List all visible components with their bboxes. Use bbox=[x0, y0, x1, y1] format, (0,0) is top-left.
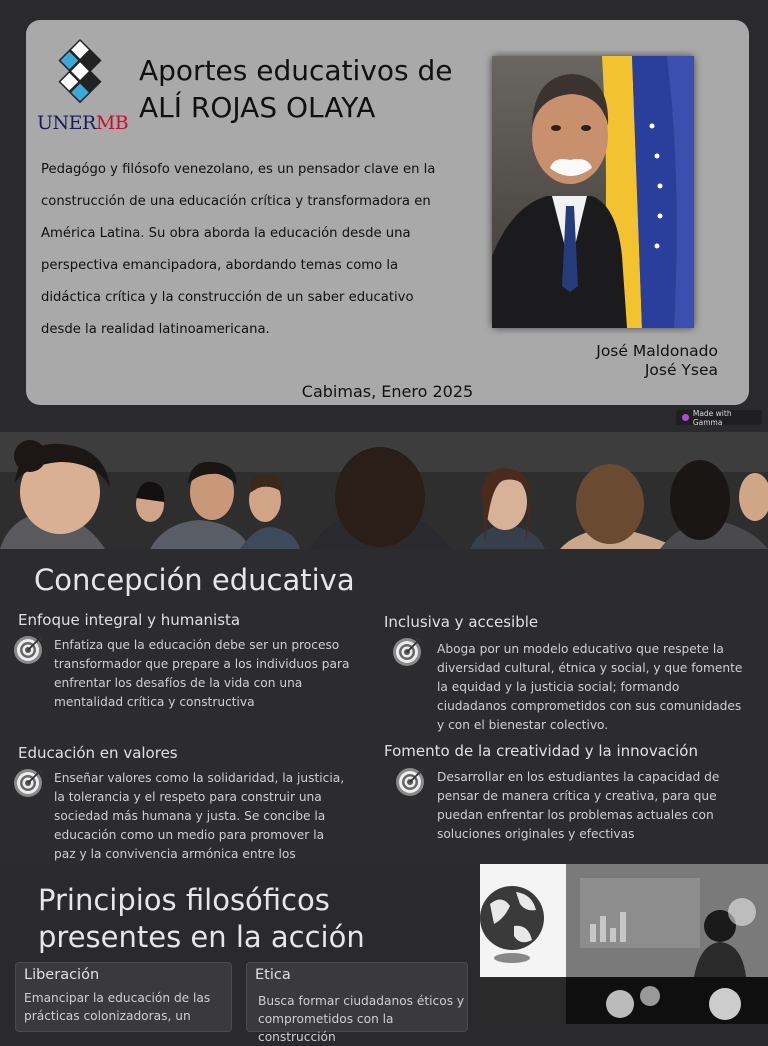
portrait-photo bbox=[492, 56, 694, 328]
principle-heading: Liberación bbox=[24, 967, 100, 983]
concepcion-title: Concepción educativa bbox=[34, 563, 355, 597]
intro-description: Pedagógo y filósofo venezolano, es un pensador clave en la construcción de una educación crítica y transformadora en América Latina. Su obra aborda la educación desde una perspectiva emancipadora, abordando temas como la didáctica crítica y la construcción de un saber educativo desde la realidad latinoamericana. bbox=[41, 162, 436, 337]
item-heading: Inclusiva y accesible bbox=[384, 613, 539, 631]
badge-label: Made with Gamma bbox=[692, 408, 732, 427]
item-text: Enseñar valores como la solidaridad, la justicia, la tolerancia y el respeto para construir una sociedad más humana y justa. Se concibe la educación como un medio para promover la paz y la convivencia armónica entre los bbox=[54, 771, 345, 861]
target-icon bbox=[395, 767, 425, 797]
item-heading: Enfoque integral y humanista bbox=[18, 611, 241, 629]
principle-card-liberacion bbox=[15, 962, 232, 1032]
item-text: Desarrollar en los estudiantes la capacidad de pensar de manera crítica y creativa, para que puedan enfrentar los problemas actuales con soluciones originales y efectivas bbox=[437, 770, 720, 841]
principle-text: Busca formar ciudadanos éticos y comprometidos con la construcción bbox=[258, 994, 465, 1044]
principios-title: Principios filosóficos presentes en la acción bbox=[38, 883, 365, 954]
title-line-1: Aportes educativos de bbox=[139, 54, 453, 87]
place-date: Cabimas, Enero 2025 bbox=[301, 382, 474, 401]
principios-section bbox=[0, 864, 768, 1044]
target-icon bbox=[13, 635, 43, 665]
item-heading: Fomento de la creatividad y la innovación bbox=[384, 742, 698, 760]
item-heading: Educación en valores bbox=[18, 744, 178, 762]
principle-heading: Etica bbox=[255, 967, 291, 983]
author-2: José Ysea bbox=[644, 361, 718, 379]
author-1: José Maldonado bbox=[596, 342, 718, 360]
concepcion-section bbox=[0, 549, 768, 864]
title-card bbox=[26, 20, 749, 405]
unermb-logo bbox=[32, 36, 129, 134]
principle-card-etica bbox=[246, 962, 468, 1044]
made-with-gamma-badge[interactable] bbox=[676, 410, 762, 425]
target-icon bbox=[392, 637, 422, 667]
technology-collage-image bbox=[480, 864, 768, 1024]
target-icon bbox=[13, 768, 43, 798]
page-title bbox=[139, 52, 453, 126]
item-text: Aboga por un modelo educativo que respete la diversidad cultural, étnica y social, y que fomente la equidad y la justicia social; formando ciudadanos comprometidos con sus comunidades y con el bienestar colectivo. bbox=[437, 642, 743, 732]
authors bbox=[596, 342, 718, 380]
item-text: Enfatiza que la educación debe ser un proceso transformador que prepare a los individuos para enfrentar los desafíos de la vida con una mentalidad crítica y constructiva bbox=[54, 638, 350, 709]
gamma-logo-icon bbox=[682, 414, 689, 421]
principle-text: Emancipar la educación de las prácticas colonizadoras, un bbox=[24, 991, 211, 1023]
title-line-2: ALÍ ROJAS OLAYA bbox=[139, 91, 376, 124]
students-banner-image bbox=[0, 432, 768, 549]
logo-text: UNERMB bbox=[37, 112, 129, 134]
